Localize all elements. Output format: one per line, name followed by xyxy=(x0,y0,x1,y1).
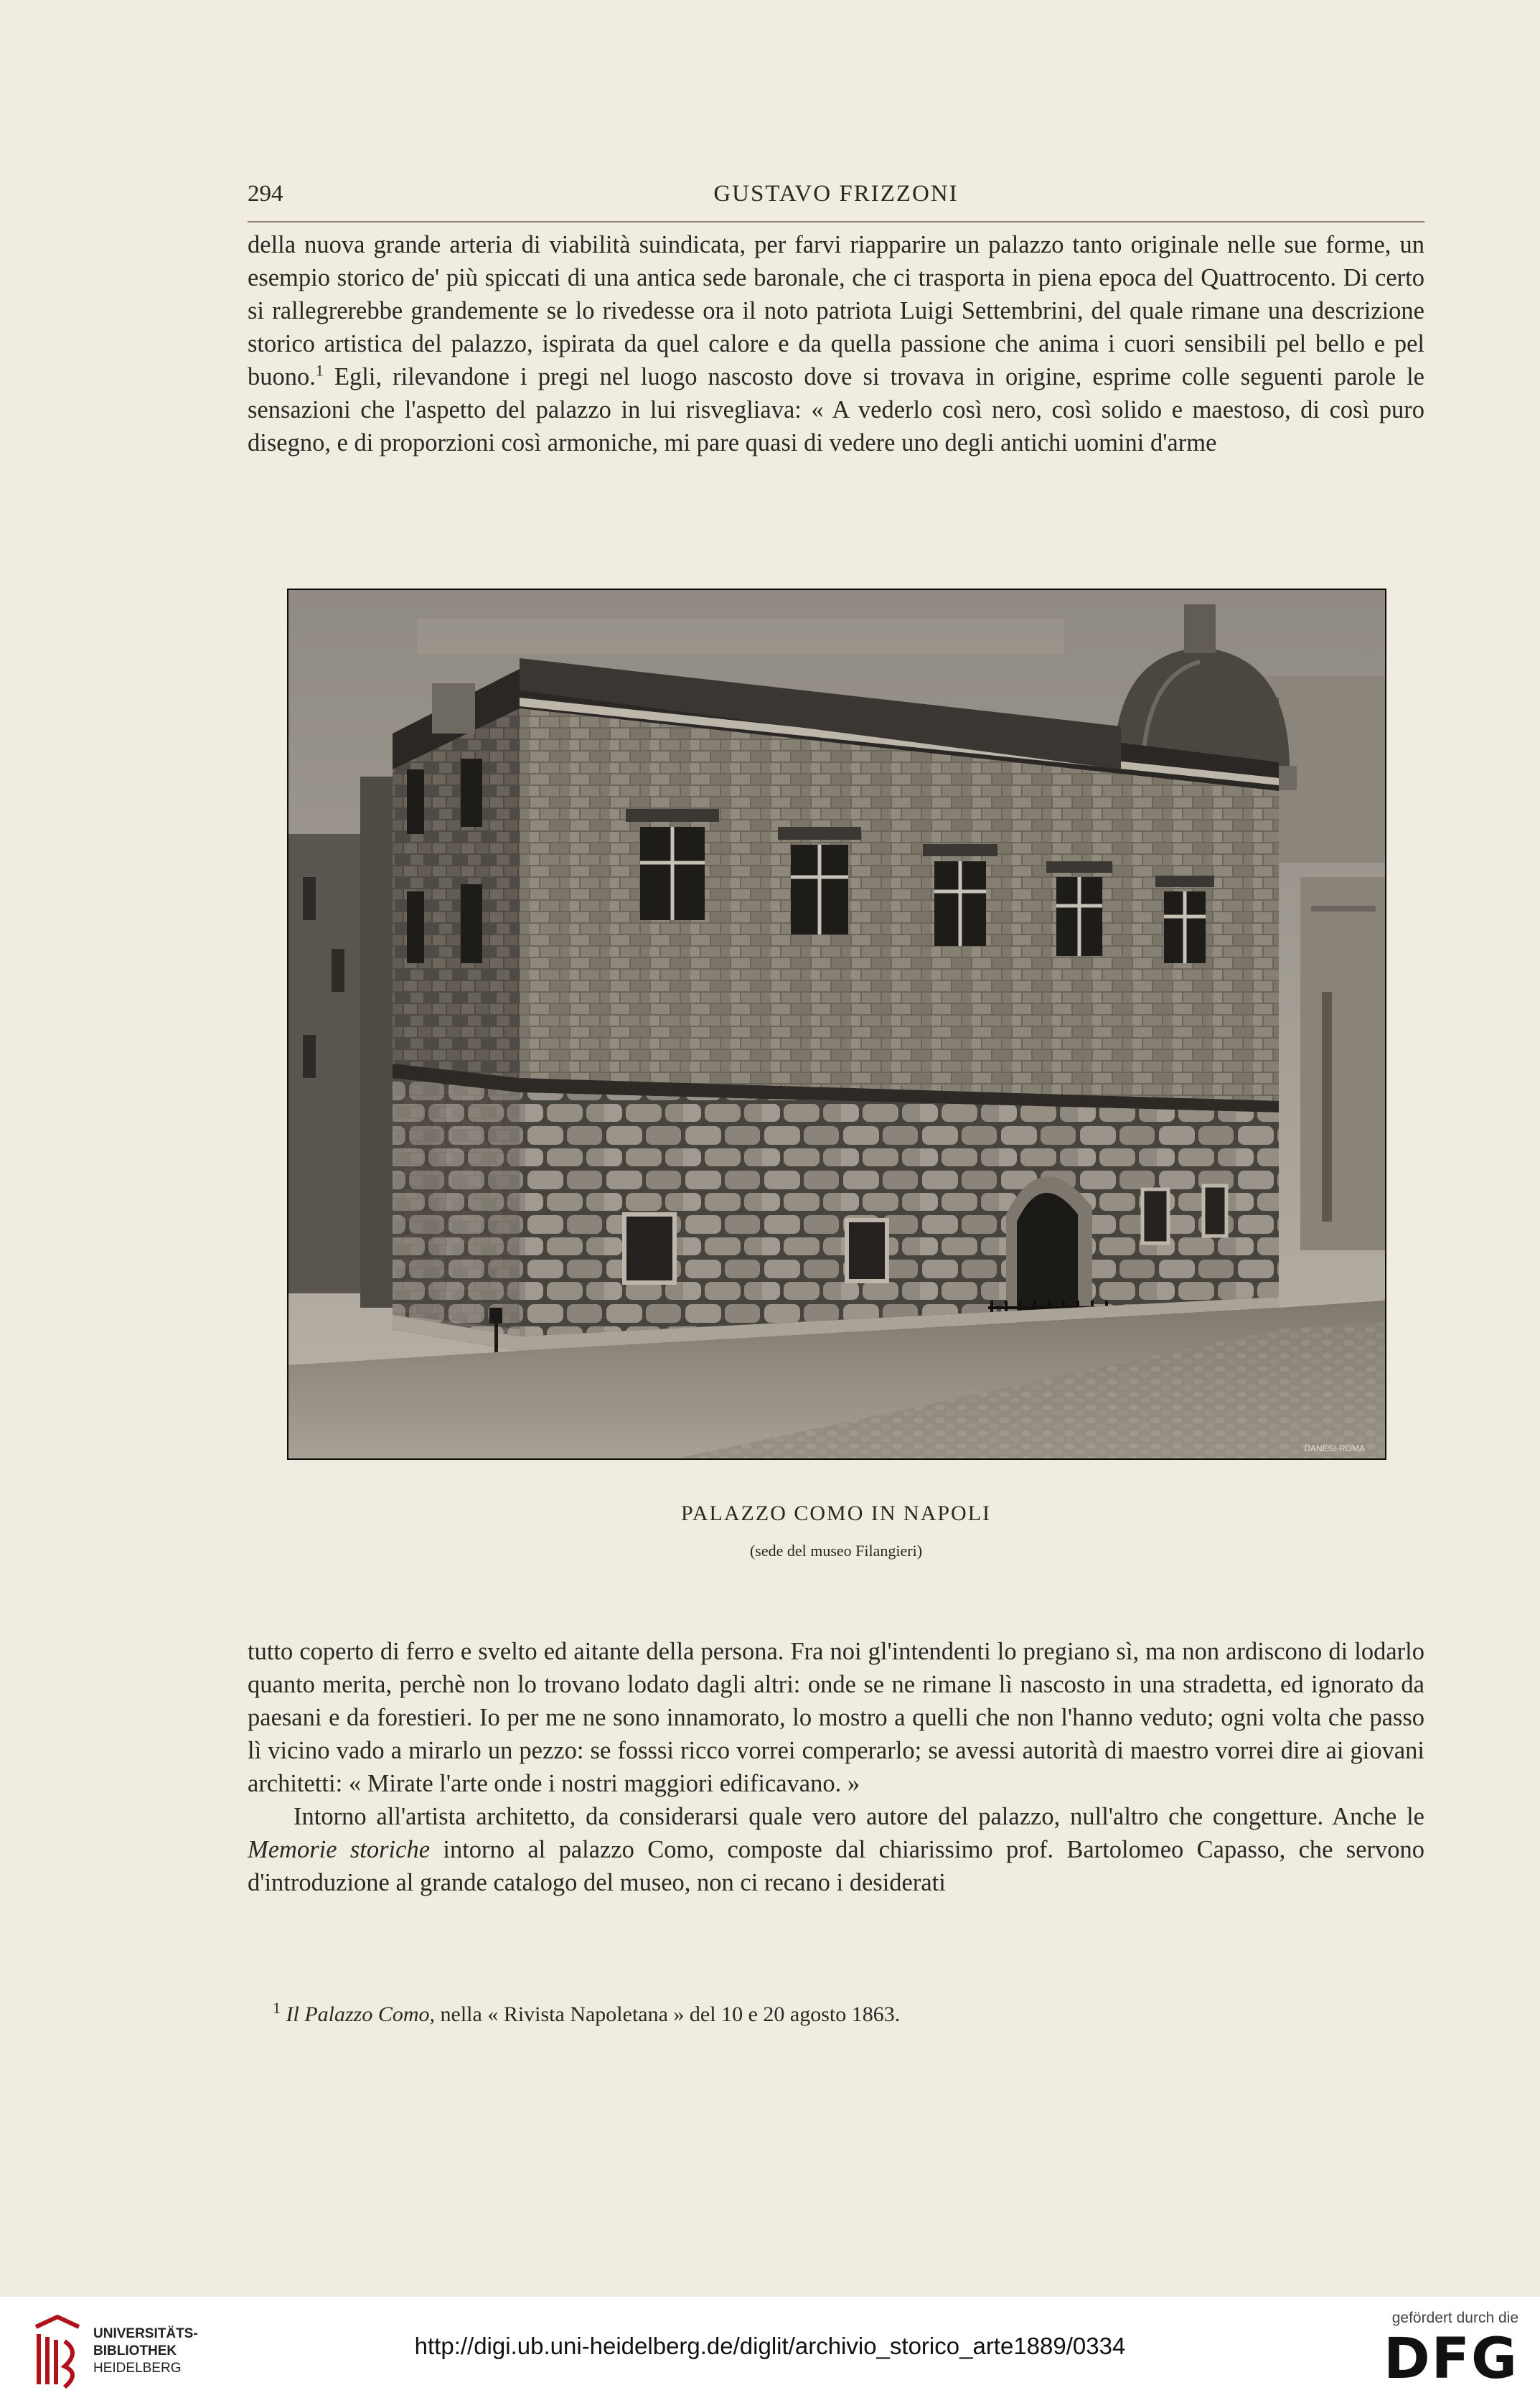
figure-caption-subtitle: (sede del museo Filangieri) xyxy=(749,1542,923,1560)
paragraph-text: Egli, rilevandone i pregi nel luogo nascosto dove si trovava in origine, esprime colle seguenti parole le sensazioni che l'aspetto del palazzo in lui risvegliava: « A vederlo così nero, così solido e maestoso, di così puro disegno, e di proporzioni così armoniche, mi pare quasi di vedere uno degli antichi uomini d'arme xyxy=(248,363,1424,456)
paragraph: tutto coperto di ferro e svelto ed aitante della persona. Fra noi gl'intendenti lo pregiano sì, ma non ardiscono di lodarlo quanto merita, perchè non lo trovano lodato dagli altri: onde se ne rimane lì nascosto in una stradetta, ed ignorato da paesani e da forestieri. Io per me ne sono innamorato, lo mostro a quelli che non l'hanno veduto; ogni volta che passo lì vicino vado a mirarlo un pezzo: se fosssi ricco vorrei comperarlo; se avessi autorità di maestro vorrei dire ai giovani architetti: « Mirate l'arte onde i nostri maggiori edificavano. » xyxy=(248,1638,1424,1797)
funder-tagline: gefördert durch die xyxy=(1391,2310,1518,2326)
paragraph-text: Intorno all'artista architetto, da considerarsi quale vero autore del palazzo, null'altro che congetture. Anche le xyxy=(294,1803,1424,1830)
paragraph xyxy=(248,1800,1424,1899)
footnote-text: nella « Rivista Napoletana » del 10 e 20 agosto 1863. xyxy=(440,2002,901,2026)
page-header xyxy=(248,178,1424,222)
running-head: GUSTAVO FRIZZONI xyxy=(713,181,959,207)
photo-credit: DANESI-ROMA xyxy=(1304,1443,1365,1453)
viewer-footer xyxy=(0,2297,1540,2408)
footnote xyxy=(273,1999,1421,2027)
body-text-top xyxy=(248,228,1424,459)
dfg-logo-icon: DFG xyxy=(1383,2327,1518,2391)
page-number: 294 xyxy=(248,181,283,207)
body-text-bottom xyxy=(248,1635,1424,1899)
palazzo-photograph xyxy=(287,589,1386,1460)
library-name-line: HEIDELBERG xyxy=(93,2361,182,2376)
italic-title: Memorie storiche xyxy=(248,1836,431,1863)
photo-illustration xyxy=(288,590,1385,1458)
paragraph-text: intorno al palazzo Como, composte dal chiarissimo prof. Bartolomeo Capasso, che servono d'introduzione al grande catalogo del museo, non ci recano i desiderati xyxy=(248,1836,1425,1896)
library-name-line: UNIVERSITÄTS- xyxy=(93,2326,198,2341)
permalink-url[interactable]: http://digi.ub.uni-heidelberg.de/diglit/archivio_storico_arte1889/0334 xyxy=(414,2333,1126,2359)
paragraph xyxy=(248,228,1424,459)
footnote-title: Il Palazzo Como, xyxy=(286,2002,436,2026)
paragraph-text: della nuova grande arteria di viabilità suindicata, per farvi riapparire un palazzo tanto originale nelle sue forme, un esempio storico de' più spiccati di una antica sede baronale, che ci trasporta in piena epoca del Quattrocento. Di certo si rallegrerebbe grandemente se lo rivedesse ora il noto patriota Luigi Settembrini, del quale rimane una descrizione storico artistica del palazzo, ispirata da quel calore e da quella passione che anima i cuori sensibili pel bello e pel buono. xyxy=(248,231,1424,390)
figure-caption-title: PALAZZO COMO IN NAPOLI xyxy=(680,1502,992,1525)
footnote-ref: 1 xyxy=(315,361,324,380)
library-name-line: BIBLIOTHEK xyxy=(93,2343,177,2358)
footnote-marker: 1 xyxy=(273,1999,281,2017)
funder-logo[interactable] xyxy=(1332,2310,1518,2399)
